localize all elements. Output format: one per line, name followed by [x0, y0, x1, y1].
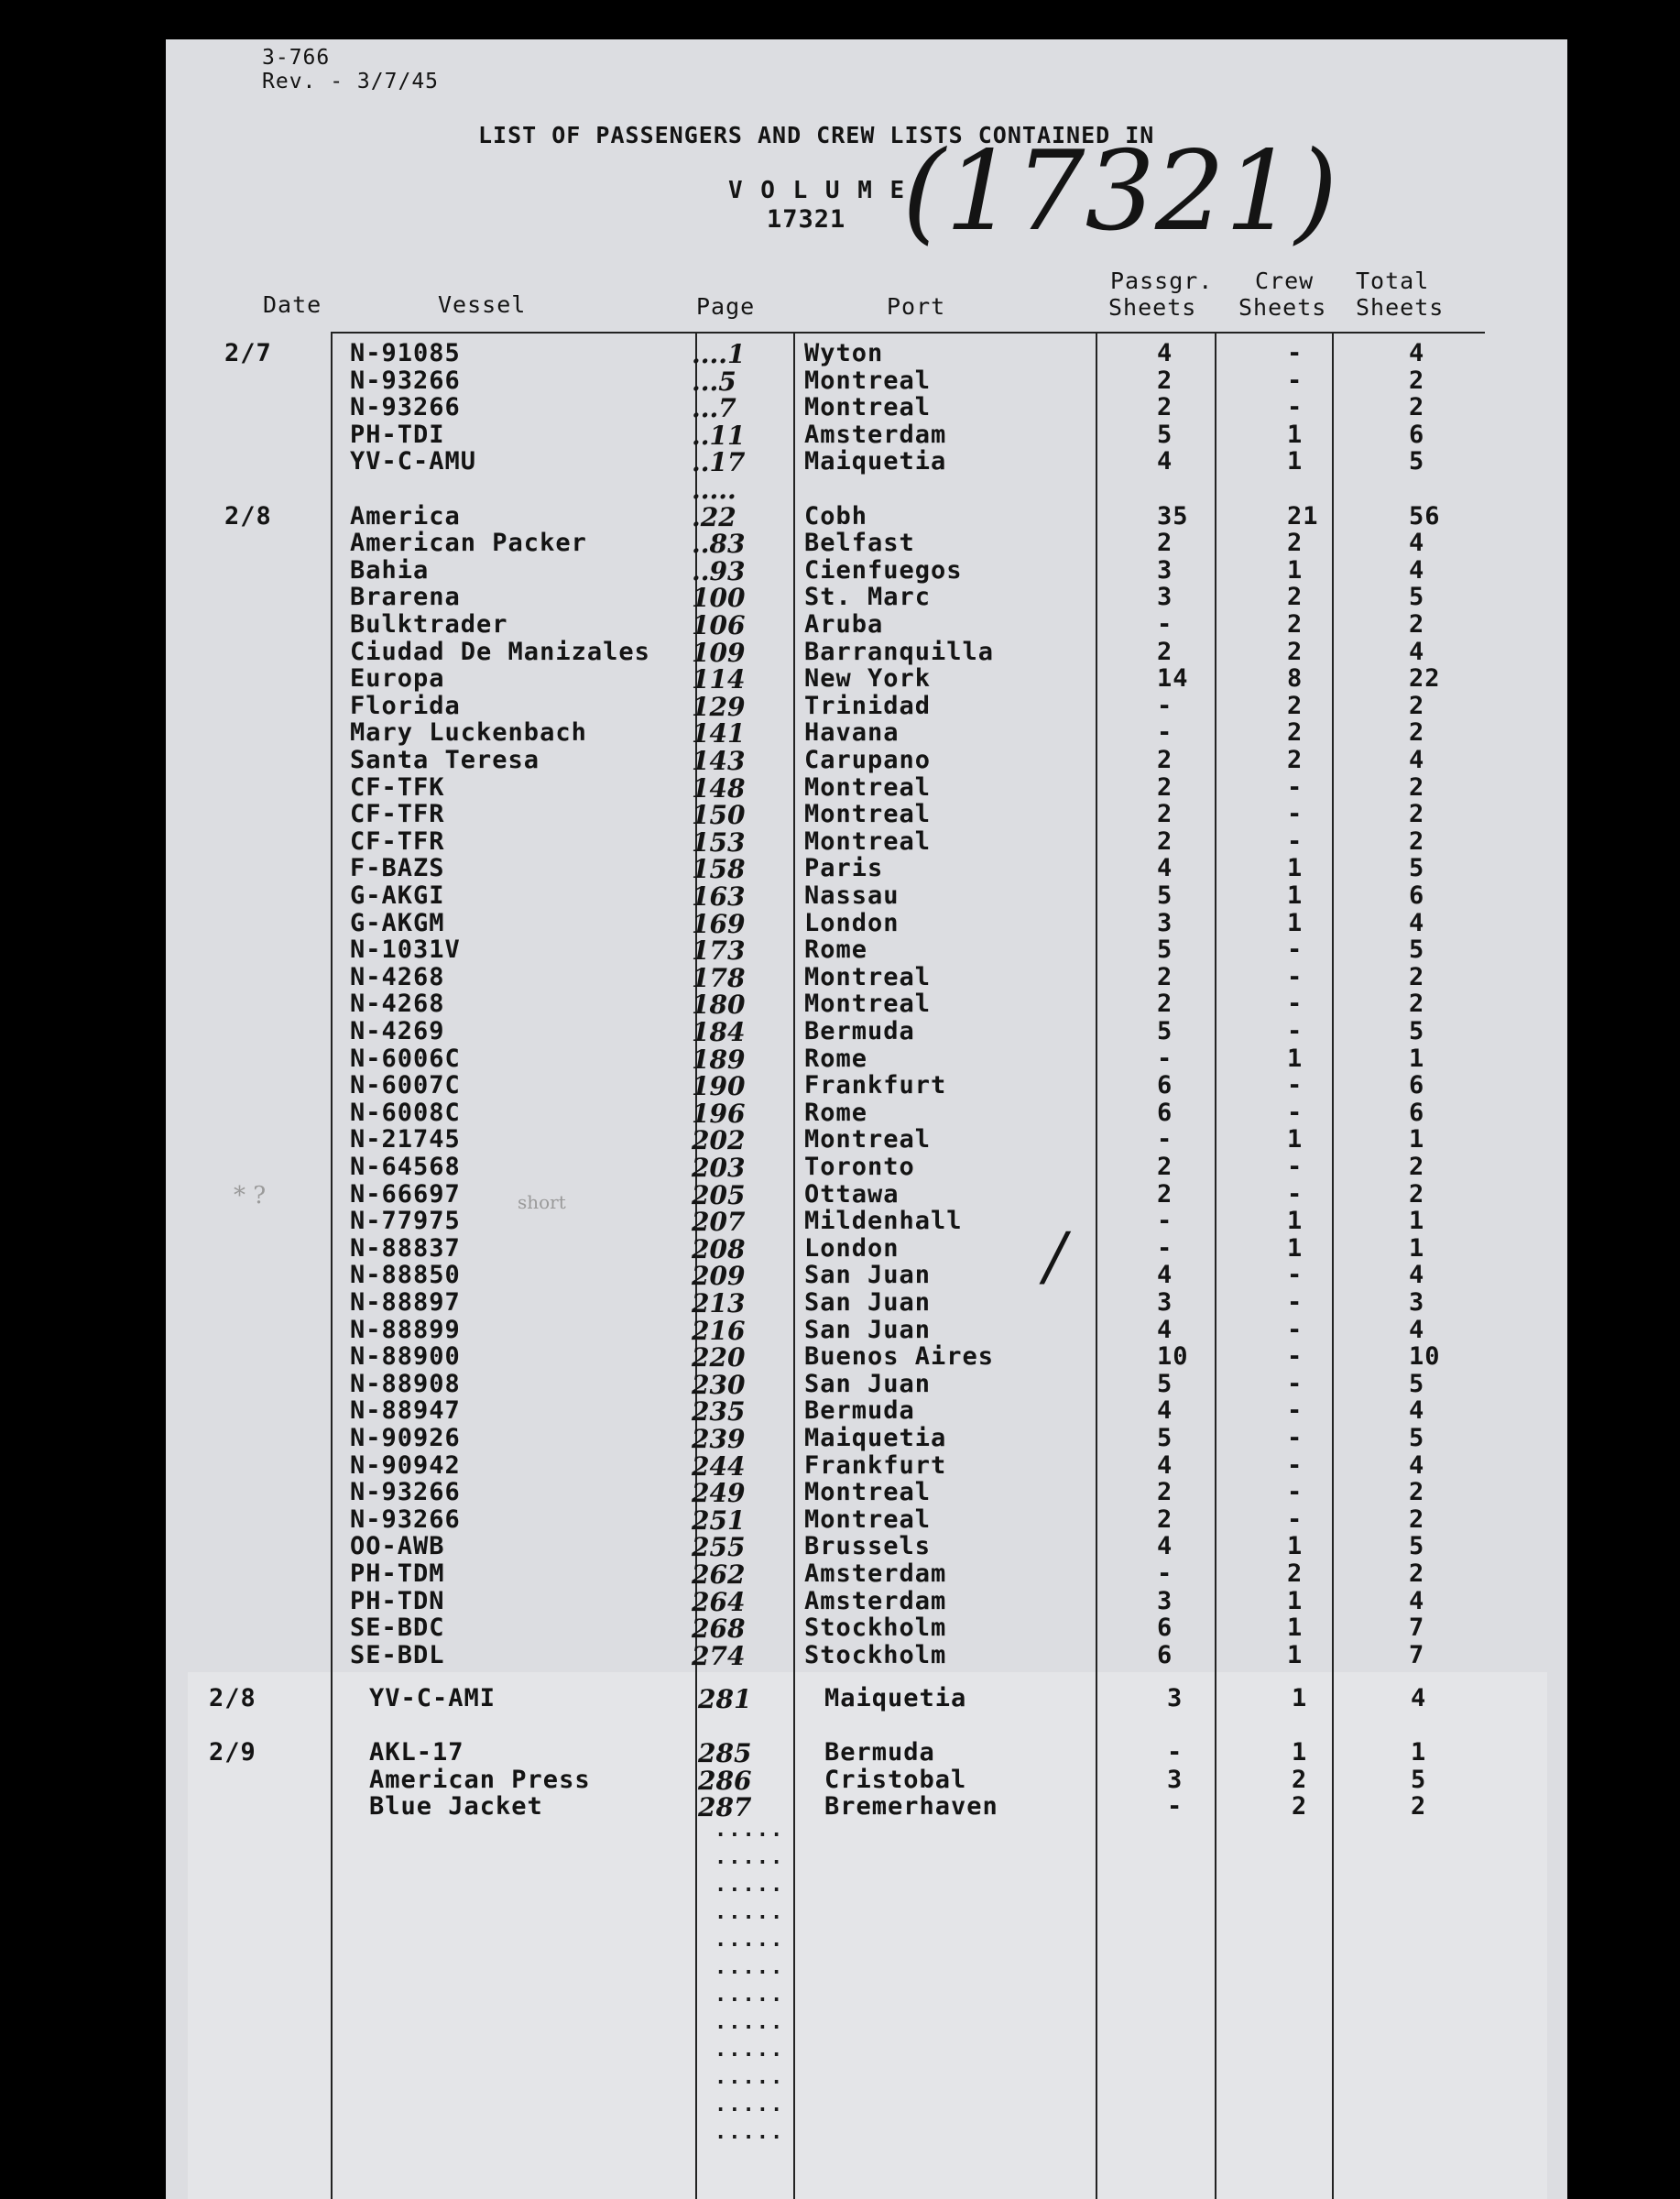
table-row: N-4269 184 Bermuda 5 - 5	[350, 1017, 1425, 1047]
table-row: CF-TFR 153 Montreal 2 - 2	[350, 826, 1425, 858]
header-total-sheets-2: Sheets	[1356, 294, 1445, 321]
header-passenger-sheets-2: Sheets	[1108, 294, 1197, 321]
row-port: St. Marc	[804, 583, 932, 612]
table-row: CF-TFR 150 Montreal 2 - 2	[350, 800, 1425, 831]
row-vessel: N-4268	[350, 962, 445, 991]
row-port: Montreal	[804, 800, 932, 829]
row-page: 264	[692, 1586, 746, 1617]
row-port: Montreal	[804, 393, 932, 422]
header-port: Port	[887, 293, 946, 320]
row-page: 208	[692, 1233, 746, 1264]
row-page: 244	[692, 1450, 746, 1482]
row-port: Rome	[804, 1098, 868, 1127]
table-row: Brarena 100 St. Marc 3 2 5	[350, 583, 1425, 614]
header-vessel: Vessel	[438, 291, 527, 318]
row-vessel: N-6007C	[350, 1071, 461, 1100]
table-row: PH-TDN 264 Amsterdam 3 1 4	[350, 1586, 1425, 1617]
row-page: ..17	[692, 447, 746, 478]
row-page: 190	[692, 1071, 746, 1102]
row-port: Belfast	[804, 529, 915, 558]
row-page: 169	[692, 908, 746, 939]
row-vessel: YV-C-AMI	[369, 1684, 496, 1712]
table-row: N-90926 239 Maiquetia 5 - 5	[350, 1424, 1425, 1454]
table-row: PH-TDI ..11 Amsterdam 5 1 6	[350, 420, 1425, 451]
table-row: F-BAZS 158 Paris 4 1 5	[350, 854, 1425, 885]
row-page: 235	[692, 1396, 746, 1428]
table-row: Santa Teresa 143 Carupano 2 2 4	[350, 746, 1425, 776]
table-row: Mary Luckenbach 141 Havana - 2 2	[350, 718, 1425, 749]
row-page: 180	[692, 990, 746, 1021]
revision-date: Rev. - 3/7/45	[262, 70, 440, 93]
row-port: Maiquetia	[804, 447, 947, 476]
row-port: Paris	[804, 854, 884, 883]
row-page: 220	[692, 1342, 746, 1373]
row-vessel: N-93266	[350, 366, 461, 395]
row-port: London	[804, 1233, 900, 1263]
row-vessel: N-4269	[350, 1017, 445, 1045]
row-page: 251	[692, 1504, 746, 1536]
row-port: Cobh	[804, 501, 868, 531]
table-row: N-93266 ...7 Montreal 2 - 2	[350, 393, 1425, 424]
row-vessel: Bahia	[350, 555, 430, 585]
header-rule	[331, 332, 1485, 334]
row-port: Maiquetia	[824, 1684, 967, 1712]
table-row: N-88908 230 San Juan 5 - 5	[350, 1369, 1425, 1400]
row-vessel: N-1031V	[350, 935, 461, 965]
table-row: G-AKGI 163 Nassau 5 1 6	[350, 881, 1425, 912]
row-port: Montreal	[804, 1504, 932, 1534]
row-page: 205	[692, 1179, 746, 1210]
row-vessel: N-88947	[350, 1396, 461, 1426]
row-page: 286	[698, 1765, 752, 1796]
table-row	[0, 1712, 1680, 1739]
table-row: N-93266 249 Montreal 2 - 2	[350, 1478, 1425, 1509]
row-page: 141	[692, 718, 746, 749]
row-page: 203	[692, 1153, 746, 1183]
table-row: American Press 286 Cristobal 3 2 5	[369, 1765, 1427, 1796]
row-port: Montreal	[804, 772, 932, 802]
row-port: Ottawa	[804, 1179, 900, 1209]
row-vessel: PH-TDM	[350, 1559, 445, 1588]
margin-scribble: * ?	[234, 1182, 267, 1209]
row-vessel: CF-TFR	[350, 826, 445, 856]
row-vessel: N-88850	[350, 1261, 461, 1290]
row-port: Mildenhall	[804, 1207, 963, 1236]
row-vessel: G-AKGM	[350, 908, 445, 937]
table-row: N-1031V 173 Rome 5 - 5	[350, 935, 1425, 967]
row-port: London	[804, 908, 900, 937]
row-vessel: Florida	[350, 691, 461, 720]
row-port: Stockholm	[804, 1640, 947, 1669]
handwritten-volume-number: (17321)	[902, 128, 1338, 256]
row-vessel: Europa	[350, 664, 445, 694]
row-page: ...7	[692, 393, 736, 424]
header-crew-sheets-2: Sheets	[1238, 294, 1327, 321]
row-port: Amsterdam	[804, 1586, 947, 1615]
table-row: Florida 129 Trinidad - 2 2	[350, 691, 1425, 722]
row-page: ..93	[692, 555, 746, 586]
table-row: N-93266 ...5 Montreal 2 - 2	[350, 366, 1425, 397]
row-port: New York	[804, 664, 932, 694]
row-page: 196	[692, 1098, 746, 1129]
page-dot-leader: .....	[715, 2039, 785, 2062]
page-dot-leader: .....	[715, 1819, 785, 1842]
row-port: Stockholm	[804, 1614, 947, 1643]
row-page: 163	[692, 881, 746, 912]
row-page: 143	[692, 746, 746, 776]
row-vessel: N-88900	[350, 1342, 461, 1372]
row-vessel: America	[350, 501, 461, 531]
row-vessel: SE-BDC	[350, 1614, 445, 1643]
row-port: Brussels	[804, 1532, 932, 1561]
table-row: OO-AWB 255 Brussels 4 1 5	[350, 1532, 1425, 1563]
row-port: Toronto	[804, 1153, 915, 1181]
row-page: 281	[698, 1684, 752, 1714]
row-page: 184	[692, 1017, 746, 1047]
document-title: LIST OF PASSENGERS AND CREW LISTS CONTAINED IN	[478, 122, 1155, 148]
row-vessel: American Packer	[350, 529, 587, 558]
row-vessel: N-90926	[350, 1424, 461, 1452]
row-page: 129	[692, 691, 746, 722]
row-vessel: SE-BDL	[350, 1640, 445, 1669]
row-port: Nassau	[804, 881, 900, 910]
page-dot-leader: .....	[715, 1874, 785, 1897]
row-vessel: N-88899	[350, 1315, 461, 1344]
row-vessel: N-66697	[350, 1179, 461, 1209]
row-vessel: Ciudad De Manizales	[350, 637, 650, 666]
table-row	[0, 475, 1680, 505]
row-vessel: N-6008C	[350, 1098, 461, 1127]
table-row: Europa 114 New York 14 8 22	[350, 664, 1441, 695]
row-port: Bermuda	[804, 1017, 915, 1045]
table-row: CF-TFK 148 Montreal 2 - 2	[350, 772, 1425, 804]
row-vessel: Blue Jacket	[369, 1792, 543, 1821]
table-row: American Packer ..83 Belfast 2 2 4	[350, 529, 1425, 560]
row-port: Bermuda	[824, 1738, 935, 1767]
row-page: 287	[698, 1792, 752, 1822]
header-passenger-sheets-1: Passgr.	[1110, 268, 1214, 294]
row-port: Rome	[804, 935, 868, 965]
table-row: N-4268 178 Montreal 2 - 2	[350, 962, 1425, 993]
table-row: 2/9 AKL-17 285 Bermuda - 1 1	[209, 1738, 1427, 1768]
table-row: 2/7 N-91085 ....1 Wyton 4 - 4	[224, 339, 1425, 369]
row-page: 262	[692, 1559, 746, 1590]
row-vessel: F-BAZS	[350, 854, 445, 883]
row-date: 2/8	[209, 1684, 256, 1712]
row-port: Bremerhaven	[824, 1792, 998, 1821]
row-page: 158	[692, 854, 746, 885]
row-vessel: N-93266	[350, 1504, 461, 1534]
row-vessel: N-64568	[350, 1153, 461, 1181]
margin-note: short	[518, 1191, 566, 1213]
table-row: N-4268 180 Montreal 2 - 2	[350, 990, 1425, 1021]
row-vessel: Mary Luckenbach	[350, 718, 587, 748]
table-row: N-88899 216 San Juan 4 - 4	[350, 1315, 1425, 1346]
table-row: N-93266 251 Montreal 2 - 2	[350, 1504, 1425, 1536]
row-vessel: N-88837	[350, 1233, 461, 1263]
form-code: 3-766	[262, 46, 331, 70]
row-port: Trinidad	[804, 691, 932, 720]
row-date: 2/8	[224, 501, 272, 531]
row-page: 207	[692, 1207, 746, 1238]
row-vessel: N-88908	[350, 1369, 461, 1398]
row-page: 189	[692, 1044, 746, 1075]
table-row: SE-BDL 274 Stockholm 6 1 7	[350, 1640, 1425, 1671]
row-port: Montreal	[804, 990, 932, 1019]
row-date: 2/7	[224, 339, 272, 367]
row-vessel: PH-TDN	[350, 1586, 445, 1615]
row-page: 230	[692, 1369, 746, 1400]
row-port: Havana	[804, 718, 900, 748]
row-page: 202	[692, 1125, 746, 1156]
row-port: San Juan	[804, 1288, 932, 1317]
row-port: Wyton	[804, 339, 884, 367]
row-vessel: CF-TFR	[350, 800, 445, 829]
row-port: Bermuda	[804, 1396, 915, 1426]
row-port: Barranquilla	[804, 637, 995, 666]
row-vessel: PH-TDI	[350, 420, 445, 449]
row-port: Montreal	[804, 1478, 932, 1507]
row-page: ...5	[692, 366, 736, 397]
row-vessel: CF-TFK	[350, 772, 445, 802]
row-page: 109	[692, 637, 746, 668]
row-port: Amsterdam	[804, 1559, 947, 1588]
row-port: San Juan	[804, 1261, 932, 1290]
row-vessel: Santa Teresa	[350, 746, 540, 774]
row-page: 150	[692, 800, 746, 831]
row-page: ..11	[692, 420, 746, 451]
row-vessel: N-6006C	[350, 1044, 461, 1073]
row-vessel: N-90942	[350, 1450, 461, 1480]
page-dot-leader: .....	[715, 2121, 785, 2144]
row-page: ....1	[692, 339, 746, 369]
volume-number: 17321	[767, 205, 846, 234]
row-vessel: N-4268	[350, 990, 445, 1019]
table-row: N-66697 205 Ottawa 2 - 2	[350, 1179, 1425, 1210]
table-row: N-88837 208 London - 1 1	[350, 1233, 1425, 1264]
row-page: 173	[692, 935, 746, 967]
row-port: Cienfuegos	[804, 555, 963, 585]
row-vessel: N-21745	[350, 1125, 461, 1154]
row-page: 100	[692, 583, 746, 614]
row-port: Montreal	[804, 962, 932, 991]
page-dot-leader: .....	[715, 1929, 785, 1952]
page-dot-leader: .....	[715, 2011, 785, 2034]
row-port: Montreal	[804, 826, 932, 856]
row-page: .22	[692, 501, 736, 532]
table-row: N-6006C 189 Rome - 1 1	[350, 1044, 1425, 1075]
row-page: 153	[692, 826, 746, 858]
table-row: N-21745 202 Montreal - 1 1	[350, 1125, 1425, 1156]
row-page: 239	[692, 1424, 746, 1454]
row-vessel: OO-AWB	[350, 1532, 445, 1561]
page-dot-leader: .....	[715, 1901, 785, 1924]
row-date: 2/9	[209, 1738, 256, 1767]
row-port: Montreal	[804, 366, 932, 395]
row-port: Buenos Aires	[804, 1342, 995, 1372]
row-page: 114	[692, 664, 746, 695]
table-row: N-64568 203 Toronto 2 - 2	[350, 1153, 1425, 1183]
table-row: YV-C-AMU ..17 Maiquetia 4 1 5	[350, 447, 1425, 478]
row-page: ..83	[692, 529, 746, 560]
table-row: N-6007C 190 Frankfurt 6 - 6	[350, 1071, 1425, 1102]
row-page: 268	[692, 1614, 746, 1645]
row-port: Maiquetia	[804, 1424, 947, 1452]
row-vessel: N-77975	[350, 1207, 461, 1236]
table-row: SE-BDC 268 Stockholm 6 1 7	[350, 1614, 1425, 1645]
row-vessel: N-93266	[350, 393, 461, 422]
table-row: Ciudad De Manizales 109 Barranquilla 2 2 4	[350, 637, 1425, 668]
table-row: Bahia ..93 Cienfuegos 3 1 4	[350, 555, 1425, 586]
row-vessel: N-93266	[350, 1478, 461, 1507]
header-page: Page	[696, 293, 756, 320]
row-port: Montreal	[804, 1125, 932, 1154]
row-page: 249	[692, 1478, 746, 1509]
row-vessel: N-88897	[350, 1288, 461, 1317]
row-page: 213	[692, 1288, 746, 1318]
row-port: San Juan	[804, 1369, 932, 1398]
table-row: N-88947 235 Bermuda 4 - 4	[350, 1396, 1425, 1428]
header-crew-sheets-1: Crew	[1255, 268, 1315, 294]
row-port: Cristobal	[824, 1765, 967, 1794]
row-port: San Juan	[804, 1315, 932, 1344]
row-port: Rome	[804, 1044, 868, 1073]
page-dot-leader: .....	[715, 1846, 785, 1869]
row-page: 148	[692, 772, 746, 804]
table-row: Blue Jacket 287 Bremerhaven - 2 2	[369, 1792, 1427, 1822]
margin-pen-stroke: /	[1044, 1219, 1066, 1294]
row-vessel: N-91085	[350, 339, 461, 367]
table-row: PH-TDM 262 Amsterdam - 2 2	[350, 1559, 1425, 1590]
table-row: N-88850 209 San Juan 4 - 4	[350, 1261, 1425, 1292]
row-vessel: Brarena	[350, 583, 461, 612]
header-total-sheets-1: Total	[1356, 268, 1430, 294]
row-page: 255	[692, 1532, 746, 1563]
page-dot-leader: .....	[715, 2094, 785, 2117]
row-vessel: G-AKGI	[350, 881, 445, 910]
row-page: 106	[692, 610, 746, 640]
table-row: N-77975 207 Mildenhall - 1 1	[350, 1207, 1425, 1238]
table-row: G-AKGM 169 London 3 1 4	[350, 908, 1425, 939]
row-page: 178	[692, 962, 746, 993]
table-row: Bulktrader 106 Aruba - 2 2	[350, 610, 1425, 640]
table-row: 2/8 YV-C-AMI 281 Maiquetia 3 1 4	[209, 1684, 1427, 1714]
table-row: N-90942 244 Frankfurt 4 - 4	[350, 1450, 1425, 1482]
row-vessel: American Press	[369, 1765, 591, 1794]
page-dot-leader: .....	[715, 2066, 785, 2089]
row-port: Frankfurt	[804, 1450, 947, 1480]
header-date: Date	[263, 291, 322, 318]
row-page: 274	[692, 1640, 746, 1671]
row-vessel: Bulktrader	[350, 610, 508, 639]
row-page: .....	[692, 475, 736, 505]
table-row: N-88897 213 San Juan 3 - 3	[350, 1288, 1425, 1318]
row-vessel: YV-C-AMU	[350, 447, 477, 476]
row-port: Aruba	[804, 610, 884, 639]
table-row: 2/8 America .22 Cobh 35 21 56	[224, 501, 1441, 532]
table-row: N-6008C 196 Rome 6 - 6	[350, 1098, 1425, 1129]
row-vessel: AKL-17	[369, 1738, 464, 1767]
row-page: 209	[692, 1261, 746, 1292]
page-dot-leader: .....	[715, 1984, 785, 2007]
page-dot-leader: .....	[715, 1956, 785, 1979]
row-port: Carupano	[804, 746, 932, 774]
volume-label: V O L U M E	[728, 177, 907, 204]
row-port: Frankfurt	[804, 1071, 947, 1100]
row-page: 285	[698, 1738, 752, 1768]
row-page: 216	[692, 1315, 746, 1346]
table-row: N-88900 220 Buenos Aires 10 - 10	[350, 1342, 1441, 1373]
row-port: Amsterdam	[804, 420, 947, 449]
